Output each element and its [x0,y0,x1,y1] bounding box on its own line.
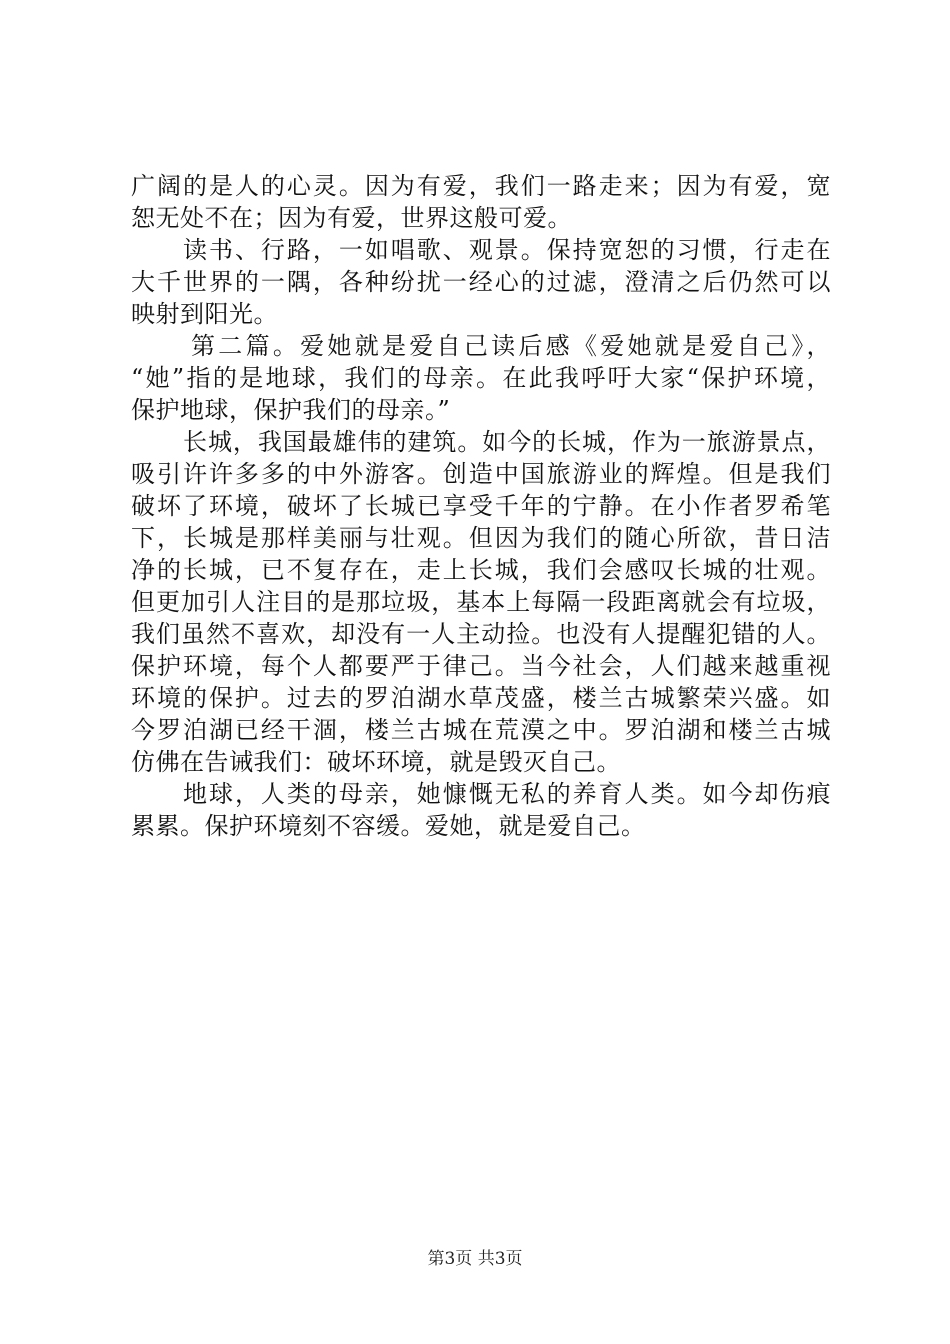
text-line: 第二篇。爱她就是爱自己读后感《爱她就是爱自己》， [191,332,831,360]
text-line: 地球，人类的母亲，她慷慨无私的养育人类。如今却伤痕 [183,780,831,808]
text-line: “她”指的是地球，我们的母亲。在此我呼吁大家“保护环境， [131,364,831,392]
text-line: 广阔的是人的心灵。因为有爱，我们一路走来；因为有爱，宽 [131,172,831,200]
text-line: 保护环境，每个人都要严于律己。当今社会，人们越来越重视 [131,652,831,680]
text-line: 吸引许许多多的中外游客。创造中国旅游业的辉煌。但是我们 [131,460,831,488]
text-line: 仿佛在告诫我们：破坏环境，就是毁灭自己。 [131,748,621,776]
text-line: 保护地球，保护我们的母亲。” [131,396,451,424]
text-line: 恕无处不在；因为有爱，世界这般可爱。 [131,204,572,232]
text-line: 破坏了环境，破坏了长城已享受千年的宁静。在小作者罗希笔 [131,492,831,520]
text-line: 大千世界的一隅，各种纷扰一经心的过滤，澄清之后仍然可以 [131,268,831,296]
text-line: 我们虽然不喜欢，却没有一人主动捡。也没有人提醒犯错的人。 [131,620,831,648]
text-line: 净的长城，已不复存在，走上长城，我们会感叹长城的壮观。 [131,556,831,584]
text-line: 但更加引人注目的是那垃圾，基本上每隔一段距离就会有垃圾， [131,588,831,616]
text-line: 环境的保护。过去的罗泊湖水草茂盛，楼兰古城繁荣兴盛。如 [131,684,831,712]
text-line: 映射到阳光。 [131,300,278,328]
text-line: 读书、行路，一如唱歌、观景。保持宽恕的习惯，行走在 [183,236,831,264]
text-line: 今罗泊湖已经干涸，楼兰古城在荒漠之中。罗泊湖和楼兰古城 [131,716,831,744]
text-line: 累累。保护环境刻不容缓。爱她，就是爱自己。 [131,812,646,840]
text-line: 下，长城是那样美丽与壮观。但因为我们的随心所欲，昔日洁 [131,524,831,552]
page-footer: 第3页 共3页 [427,1249,523,1269]
text-line: 长城，我国最雄伟的建筑。如今的长城，作为一旅游景点， [183,428,831,456]
document-body [131,170,831,842]
